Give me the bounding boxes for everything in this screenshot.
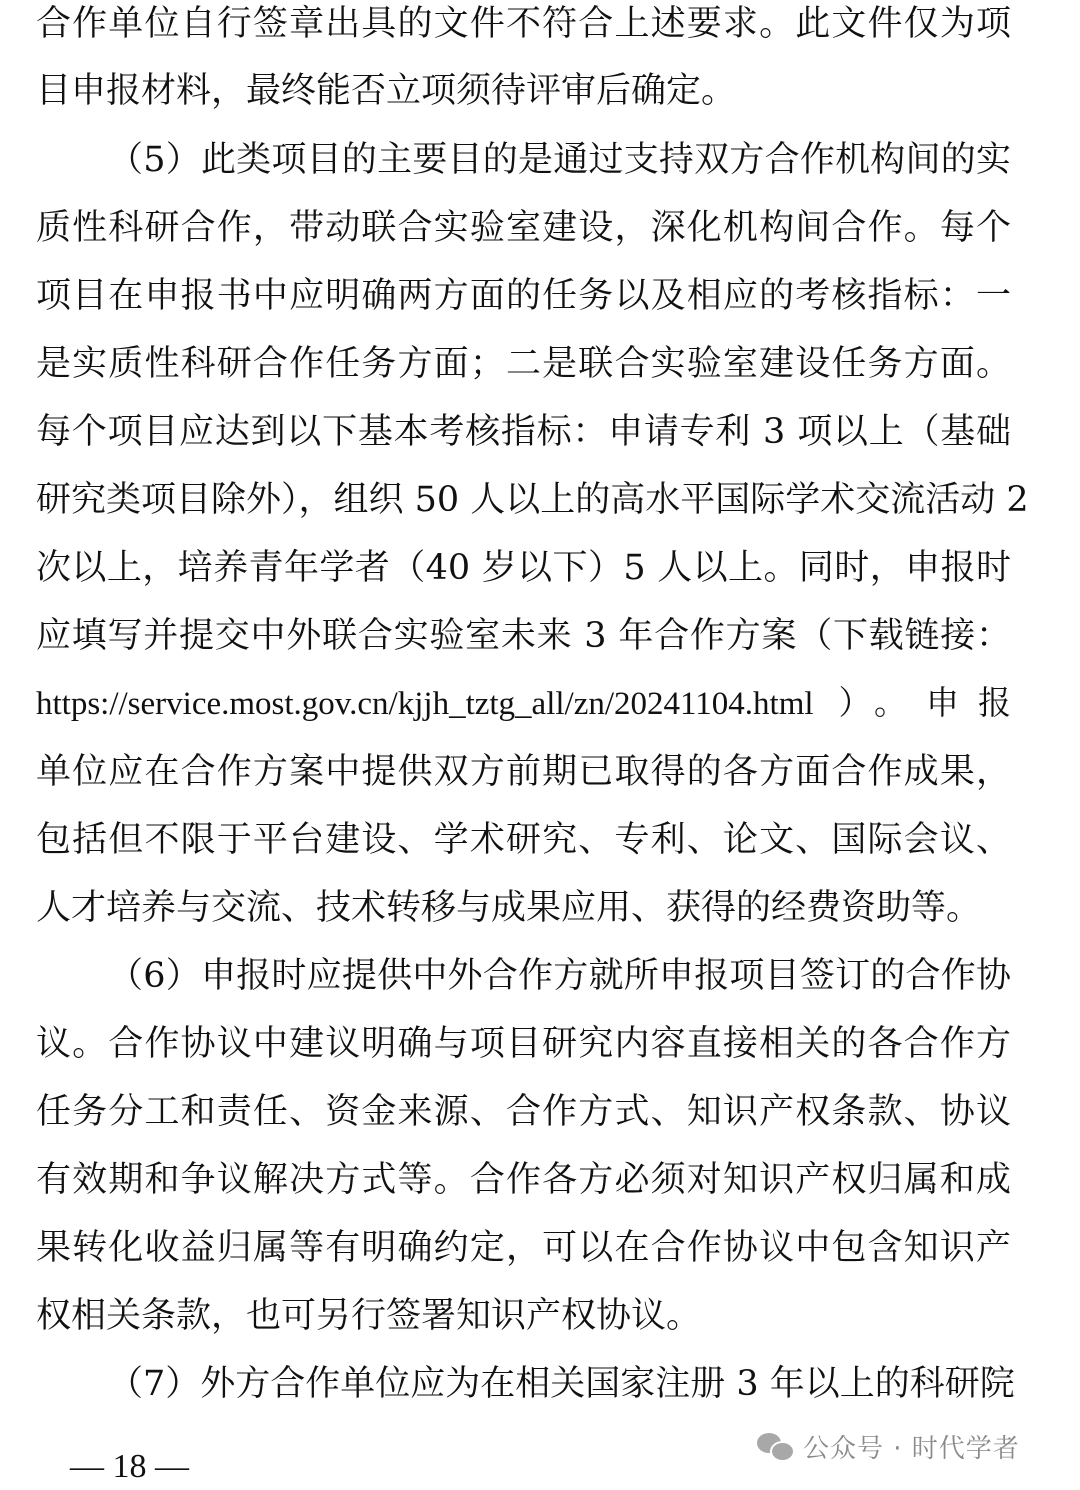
text-line: 是实质性科研合作任务方面；二是联合实验室建设任务方面。: [36, 344, 1011, 384]
url-line-tail: ）。申报: [819, 686, 1011, 722]
text-line: 单位应在合作方案中提供双方前期已取得的各方面合作成果，: [36, 752, 1011, 792]
text-line: 目申报材料，最终能否立项须待评审后确定。: [36, 71, 737, 111]
paragraph-6-start: （6）申报时应提供中外合作方就所申报项目签订的合作协: [108, 956, 1011, 996]
watermark-text: 公众号 · 时代学者: [803, 1433, 1020, 1464]
text-line: 研究类项目除外），组织 50 人以上的高水平国际学术交流活动 2: [36, 480, 1029, 520]
paragraph-7-start: （7）外方合作单位应为在相关国家注册 3 年以上的科研院: [108, 1364, 1015, 1404]
wechat-watermark: [757, 1426, 1020, 1466]
text-line: 议。合作协议中建议明确与项目研究内容直接相关的各合作方: [36, 1024, 1011, 1064]
download-link[interactable]: https://service.most.gov.cn/kjjh_tztg_all/zn/20241104.html: [36, 686, 814, 722]
text-line: 人才培养与交流、技术转移与成果应用、获得的经费资助等。: [36, 888, 982, 928]
text-line: 次以上，培养青年学者（40 岁以下）5 人以上。同时，申报时: [36, 548, 1011, 588]
url-line: [36, 670, 1011, 738]
text-line: 果转化收益归属等有明确约定，可以在合作协议中包含知识产: [36, 1228, 1011, 1268]
text-line: 权相关条款，也可另行签署知识产权协议。: [36, 1296, 702, 1336]
paragraph-5-start: （5）此类项目的主要目的是通过支持双方合作机构间的实: [108, 140, 1011, 180]
wechat-icon: [757, 1431, 793, 1461]
text-line: 有效期和争议解决方式等。合作各方必须对知识产权归属和成: [36, 1160, 1011, 1200]
text-line: 质性科研合作，带动联合实验室建设，深化机构间合作。每个: [36, 208, 1011, 248]
page-number: — 18 —: [70, 1448, 189, 1485]
text-line: 合作单位自行签章出具的文件不符合上述要求。此文件仅为项: [36, 4, 1011, 44]
text-line: 每个项目应达到以下基本考核指标：申请专利 3 项以上（基础: [36, 412, 1011, 452]
text-line: 包括但不限于平台建设、学术研究、专利、论文、国际会议、: [36, 820, 1011, 860]
text-line: 任务分工和责任、资金来源、合作方式、知识产权条款、协议: [36, 1092, 1011, 1132]
text-line: 项目在申报书中应明确两方面的任务以及相应的考核指标：一: [36, 276, 1011, 316]
text-line: 应填写并提交中外联合实验室未来 3 年合作方案（下载链接：: [36, 616, 1011, 656]
